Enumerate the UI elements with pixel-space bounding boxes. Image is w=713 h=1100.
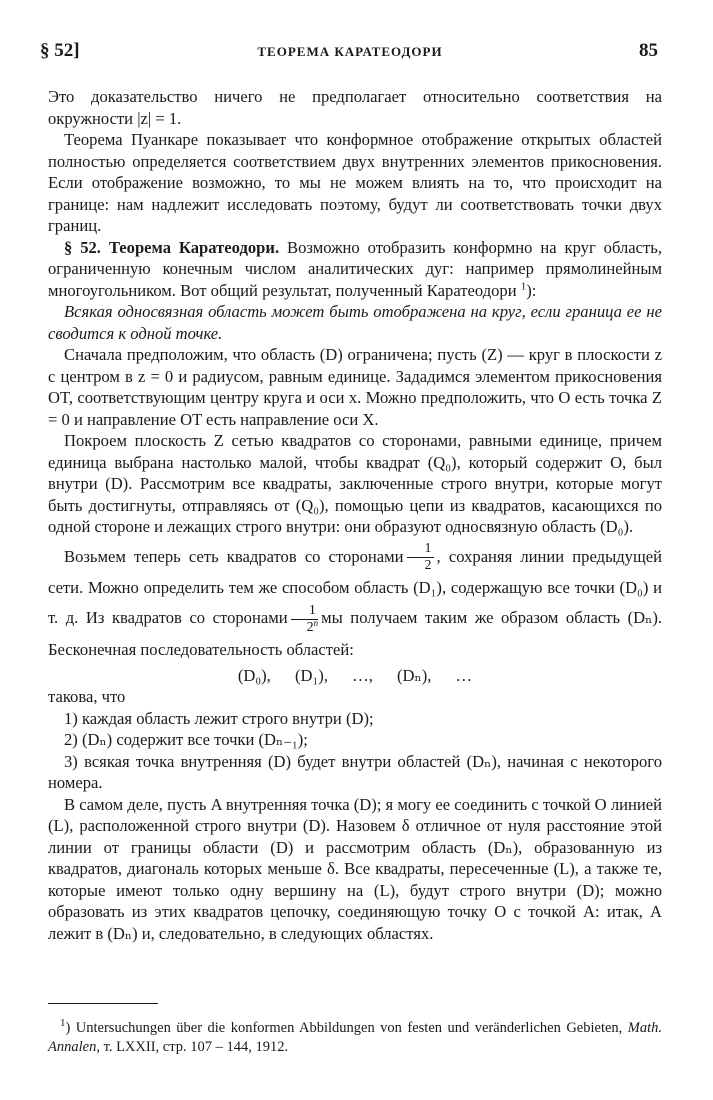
paragraph-3-text: Возможно отобразить конформно на круг область, ограниченную конечным числом аналитических дуг: например прямолинейным многоугольником. Вот общий результат, полученный Каратеодори bbox=[48, 237, 662, 300]
paragraph-8: такова, что bbox=[48, 687, 126, 707]
paragraph-7-b: , сохраняя линии предыдущей сети. Можно определить тем же способом область (D₁), содержащую все точки (D₀) и т. д. Из квадратов со сторонами bbox=[48, 546, 662, 628]
page-number: 85 bbox=[639, 40, 658, 61]
fraction-power bbox=[291, 604, 319, 635]
seq-dn: (Dₙ), bbox=[397, 665, 432, 685]
main-text bbox=[48, 86, 662, 944]
seq-trailing-dots: … bbox=[455, 665, 473, 685]
paragraph-9: В самом деле, пусть A внутренняя точка (D); я могу ее соединить с точкой O линией (L), расположенной строго внутри (D). Назовем δ отличное от нуля расстояние этой линии от границы области (D) и рассмотрим область (Dₙ), образованную из квадратов, диагональ которых меньше δ. Все квадраты, пересеченные (L), а также те, которые имеют только одну вершину на (L), будут строго внутри (D); можно образовать из этих квадратов цепочку, соединяющую точку O с точкой A: итак, A лежит в (Dₙ) и, следовательно, в следующих областях. bbox=[48, 794, 662, 943]
section-marker: § 52] bbox=[40, 40, 80, 61]
footnote-marker: 1 bbox=[60, 1017, 66, 1030]
fraction-half-num: 1 bbox=[407, 542, 434, 558]
paragraph-1: Это доказательство ничего не предполагает относительно соответствия на окружности |z| = 1. bbox=[48, 87, 662, 128]
paragraph-6: Покроем плоскость Z сетью квадратов со сторонами, равными единице, причем единица выбрана настолько малой, чтобы квадрат (Q₀), который содержит O, был внутри (D). Рассмотрим все квадраты, заключенные строго внутри, которые могут быть достигнуты, отправляясь от (Q₀), помощью цепи из квадратов, касающихся по одной стороне и лежащих строго внутри: они образуют односвязную область (D₀). bbox=[48, 431, 662, 536]
footnote-ref[interactable]: 1 bbox=[520, 279, 527, 292]
fraction-half-den: 2 bbox=[424, 558, 432, 574]
footnote-text-b: т. LXXII, стр. 107 – 144, 1912. bbox=[99, 1038, 289, 1055]
running-title: ТЕОРЕМА КАРАТЕОДОРИ bbox=[257, 44, 443, 59]
fraction-power-exp: n bbox=[313, 617, 319, 628]
fraction-half bbox=[407, 542, 434, 573]
footnote-divider bbox=[48, 1003, 158, 1004]
paragraph-7-c: мы получаем таким же образом область (Dₙ). Бесконечная последовательность областей: bbox=[48, 608, 663, 659]
theorem-statement: Всякая односвязная область может быть отображена на круг, если граница ее не сводится к одной точке. bbox=[48, 302, 662, 343]
paragraph-5: Сначала предположим, что область (D) ограничена; пусть (Z) — круг в плоскости z с центром в z = 0 и радиусом, равным единице. Зададимся элементом прикосновения OT, соответствующим центру круга и оси x. Можно предположить, что O есть точка Z = 0 и направление OT есть направление оси X. bbox=[48, 345, 662, 429]
paragraph-7-a: Возьмем теперь сеть квадратов со сторонами bbox=[64, 546, 404, 566]
seq-d1: (D₁), bbox=[294, 665, 328, 685]
paragraph-2: Теорема Пуанкаре показывает что конформное отображение открытых областей полностью определяется соответствием двух внутренних элементов прикосновения. Если отображение возможно, то мы не можем влиять на то, что происходит на границе: нам надлежит исследовать поэтому, будут ли соответствовать точки двух границ. bbox=[48, 130, 662, 235]
list-item-3: 3) всякая точка внутренняя (D) будет внутри областей (Dₙ), начиная с некоторого номера. bbox=[48, 751, 662, 793]
list-item-2: 2) (Dₙ) содержит все точки (Dₙ₋₁); bbox=[64, 730, 308, 750]
paragraph-7 bbox=[48, 542, 662, 665]
paragraph-3 bbox=[48, 237, 662, 302]
fraction-power-base: 2 bbox=[306, 619, 314, 635]
list-item-1: 1) каждая область лежит строго внутри (D); bbox=[64, 708, 374, 728]
section-heading: § 52. Теорема Каратеодори. bbox=[64, 237, 280, 257]
footnote bbox=[48, 1019, 662, 1056]
fraction-power-num: 1 bbox=[291, 604, 319, 620]
fraction-power-den bbox=[291, 617, 319, 635]
seq-dots: …, bbox=[352, 665, 373, 685]
seq-d0: (D₀), bbox=[237, 665, 271, 685]
running-header bbox=[40, 40, 660, 66]
footnote-text-a: ) Untersuchungen über die konformen Abbildungen von festen und veränderlichen Gebieten, bbox=[65, 1020, 628, 1036]
sequence-display bbox=[48, 665, 662, 687]
footnote-journal: Math. Annalen, bbox=[48, 1020, 662, 1055]
paragraph-3-end: ): bbox=[526, 280, 537, 300]
